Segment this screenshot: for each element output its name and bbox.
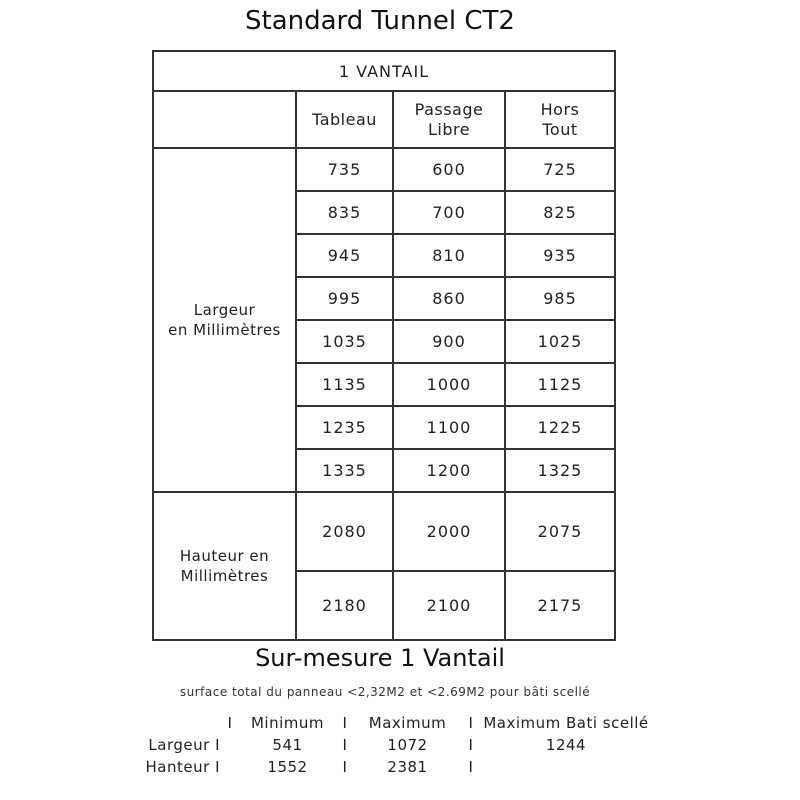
table-cell: 1100 [393, 406, 505, 449]
table-cell: 1135 [296, 363, 393, 406]
grid-cell: 2381 [387, 758, 428, 776]
column-header-line: Hors [540, 99, 580, 119]
separator: I [468, 714, 474, 732]
custom-size-table [130, 712, 650, 778]
table-cell: 860 [393, 277, 505, 320]
separator: I [342, 736, 348, 754]
grid-corner [130, 712, 220, 734]
row-group-label [153, 148, 296, 492]
row-group-label-line: Hauteur en [179, 547, 270, 565]
grid-header: Maximum [368, 714, 447, 732]
row-group-label [153, 492, 296, 640]
table-cell: 2075 [505, 492, 615, 571]
table-row [153, 492, 615, 571]
table-cell: 1000 [393, 363, 505, 406]
grid-row [130, 734, 650, 756]
table-cell: 835 [296, 191, 393, 234]
column-header-line: Tout [542, 119, 578, 139]
column-header-line: Libre [427, 119, 471, 139]
dimensions-table [152, 50, 616, 641]
separator: I [468, 758, 474, 776]
row-group-label-line: en Millimètres [168, 321, 281, 339]
separator: I [227, 714, 233, 732]
table-cell: 1325 [505, 449, 615, 492]
table-cell: 1200 [393, 449, 505, 492]
table-cell: 995 [296, 277, 393, 320]
surface-note: surface total du panneau <2,32M2 et <2.69M2 pour bâti scellé [179, 685, 591, 699]
table-cell: 735 [296, 148, 393, 191]
table-cell: 2000 [393, 492, 505, 571]
table-cell: 1225 [505, 406, 615, 449]
table-cell: 2180 [296, 571, 393, 640]
separator: I [215, 758, 220, 776]
separator: I [342, 714, 348, 732]
table-cell: 700 [393, 191, 505, 234]
grid-row-label-text: Hanteur [145, 758, 210, 776]
table-cell: 1235 [296, 406, 393, 449]
header-corner-cell [153, 91, 296, 148]
table-cell: 600 [393, 148, 505, 191]
grid-cell: 1552 [267, 758, 308, 776]
table-cell: 2080 [296, 492, 393, 571]
grid-row-label [130, 734, 220, 756]
grid-cell: 1244 [545, 736, 587, 754]
table-cell: 825 [505, 191, 615, 234]
column-header [505, 91, 615, 148]
custom-title: Sur-mesure 1 Vantail [255, 644, 505, 672]
grid-spacer [220, 734, 240, 756]
column-header [393, 91, 505, 148]
table-cell: 945 [296, 234, 393, 277]
table-cell: 985 [505, 277, 615, 320]
table-cell: 1025 [505, 320, 615, 363]
table-cell: 900 [393, 320, 505, 363]
grid-row-label [130, 756, 220, 778]
grid-cell: 1072 [387, 736, 428, 754]
page-title: Standard Tunnel CT2 [245, 6, 515, 36]
grid-row-label-text: Largeur [148, 736, 210, 754]
grid-header: Maximum Bati scellé [483, 714, 649, 732]
table-cell: 2100 [393, 571, 505, 640]
separator: I [468, 736, 474, 754]
table-cell: 1125 [505, 363, 615, 406]
separator: I [342, 758, 348, 776]
separator: I [215, 736, 220, 754]
table-cell: 725 [505, 148, 615, 191]
grid-cell [482, 756, 650, 778]
column-header-line: Passage [414, 99, 484, 119]
grid-header: Minimum [250, 714, 324, 732]
table-row [153, 148, 615, 191]
column-header-line: Tableau [312, 109, 377, 129]
table-cell: 810 [393, 234, 505, 277]
table-caption: 1 VANTAIL [153, 51, 615, 91]
grid-spacer [220, 756, 240, 778]
table-cell: 1035 [296, 320, 393, 363]
row-group-label-line: Largeur [193, 301, 256, 319]
table-cell: 1335 [296, 449, 393, 492]
row-group-label-line: Millimètres [180, 567, 269, 585]
grid-cell: 541 [272, 736, 303, 754]
grid-row [130, 756, 650, 778]
column-header [296, 91, 393, 148]
table-cell: 2175 [505, 571, 615, 640]
table-cell: 935 [505, 234, 615, 277]
